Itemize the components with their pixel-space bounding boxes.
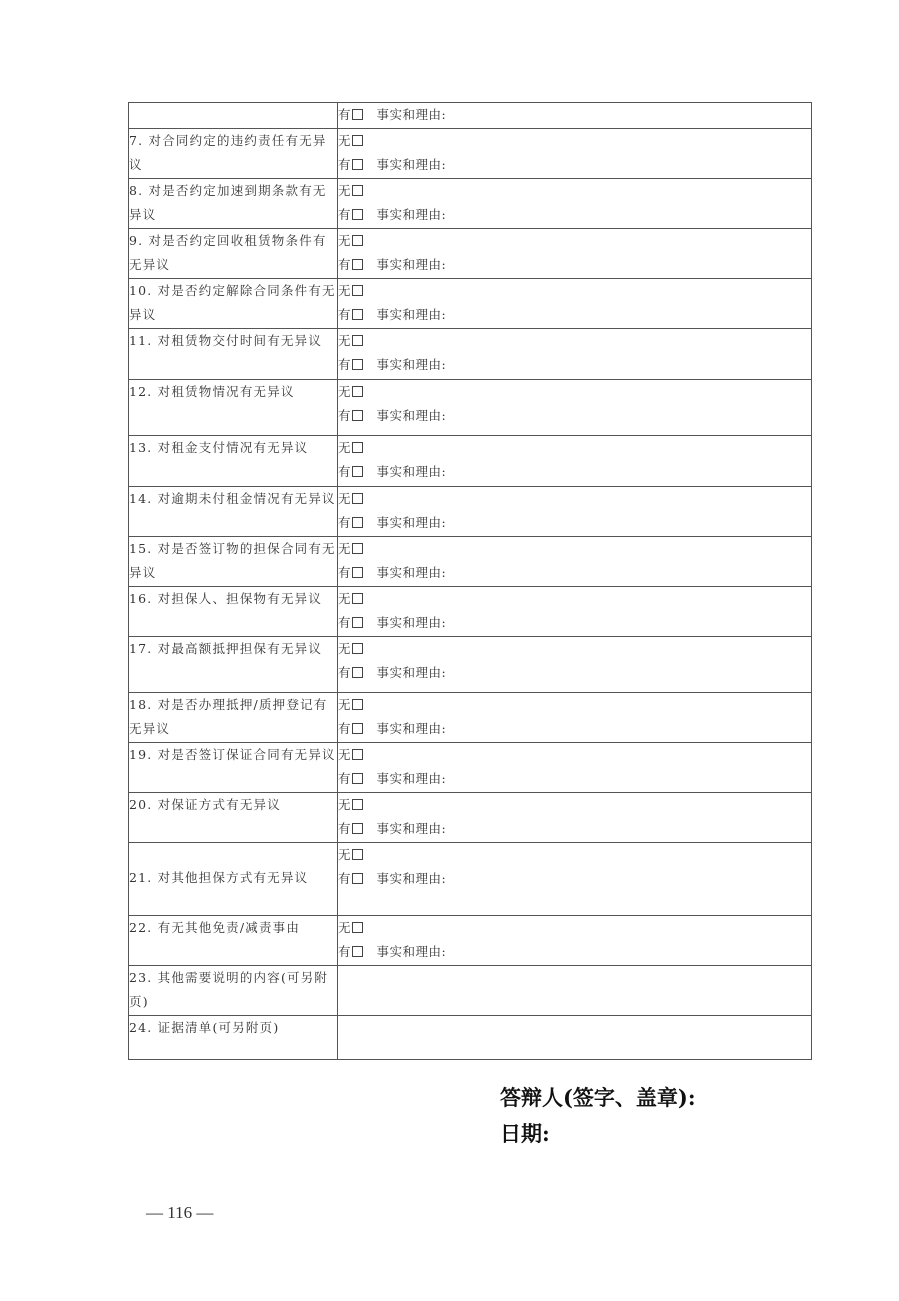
reason-label: 事实和理由:: [376, 721, 447, 736]
question-cell: 12. 对租赁物情况有无异议: [129, 379, 338, 435]
no-checkbox[interactable]: [352, 285, 363, 296]
no-checkbox[interactable]: [352, 386, 363, 397]
option-yes: 有 事实和理由:: [338, 357, 447, 372]
option-no: 无: [338, 229, 811, 254]
question-cell: 24. 证据清单(可另附页): [129, 1015, 338, 1059]
option-yes: 有 事实和理由:: [338, 871, 447, 886]
question-cell: 17. 对最高额抵押担保有无异议: [129, 636, 338, 692]
no-checkbox[interactable]: [352, 235, 363, 246]
table-row: [129, 178, 812, 228]
option-no: 无: [338, 487, 811, 512]
no-checkbox[interactable]: [352, 335, 363, 346]
yes-checkbox[interactable]: [352, 309, 363, 320]
table-row: [129, 128, 812, 178]
question-cell: 19. 对是否签订保证合同有无异议: [129, 742, 338, 792]
reason-label: 事实和理由:: [376, 357, 447, 372]
yes-checkbox[interactable]: [352, 259, 363, 270]
option-no: 无: [338, 637, 811, 662]
option-no: 无: [338, 843, 811, 868]
yes-checkbox[interactable]: [352, 667, 363, 678]
reason-label: 事实和理由:: [376, 307, 447, 322]
table-row: [129, 586, 812, 636]
option-yes: 有 事实和理由:: [338, 464, 447, 479]
table-row: [129, 915, 812, 965]
reason-label: 事实和理由:: [376, 944, 447, 959]
option-yes: 有 事实和理由:: [338, 408, 447, 423]
option-yes: 有 事实和理由:: [338, 157, 447, 172]
option-no: 无: [338, 380, 811, 405]
option-yes: 有 事实和理由:: [338, 565, 447, 580]
option-yes: 有 事实和理由:: [338, 721, 447, 736]
yes-checkbox[interactable]: [352, 359, 363, 370]
option-no: 无: [338, 329, 811, 354]
question-cell: 21. 对其他担保方式有无异议: [129, 842, 338, 915]
answer-cell: [338, 103, 812, 129]
no-checkbox[interactable]: [352, 135, 363, 146]
reason-label: 事实和理由:: [376, 771, 447, 786]
table-row: [129, 278, 812, 328]
option-no: 无: [338, 537, 811, 562]
answer-cell: [338, 586, 812, 636]
no-checkbox[interactable]: [352, 543, 363, 554]
answer-cell: [338, 842, 812, 915]
answer-cell: [338, 228, 812, 278]
answer-cell: [338, 178, 812, 228]
option-yes: 有 事实和理由:: [338, 821, 447, 836]
option-yes: 有 事实和理由:: [338, 615, 447, 630]
yes-checkbox[interactable]: [352, 723, 363, 734]
option-no: 无: [338, 436, 811, 461]
table-row: [129, 486, 812, 536]
no-checkbox[interactable]: [352, 442, 363, 453]
answer-cell: [338, 435, 812, 486]
reason-label: 事实和理由:: [376, 665, 447, 680]
no-checkbox[interactable]: [352, 493, 363, 504]
answer-cell: [338, 692, 812, 742]
question-cell: 16. 对担保人、担保物有无异议: [129, 586, 338, 636]
yes-checkbox[interactable]: [352, 209, 363, 220]
free-text-answer-cell[interactable]: [338, 965, 812, 1015]
answer-cell: [338, 636, 812, 692]
yes-checkbox[interactable]: [352, 159, 363, 170]
question-cell: 23. 其他需要说明的内容(可另附页): [129, 965, 338, 1015]
table-row: [129, 692, 812, 742]
answer-cell: [338, 379, 812, 435]
table-row: [129, 328, 812, 379]
yes-checkbox[interactable]: [352, 873, 363, 884]
table-row: [129, 103, 812, 129]
free-text-answer-cell[interactable]: [338, 1015, 812, 1059]
option-yes: 有 事实和理由:: [338, 944, 447, 959]
yes-checkbox[interactable]: [352, 466, 363, 477]
yes-checkbox[interactable]: [352, 617, 363, 628]
reason-label: 事实和理由:: [376, 565, 447, 580]
answer-form-table: [128, 102, 812, 1060]
answer-cell: [338, 792, 812, 842]
question-cell: 13. 对租金支付情况有无异议: [129, 435, 338, 486]
answer-cell: [338, 328, 812, 379]
reason-label: 事实和理由:: [376, 107, 447, 122]
no-checkbox[interactable]: [352, 922, 363, 933]
yes-checkbox[interactable]: [352, 567, 363, 578]
reason-label: 事实和理由:: [376, 821, 447, 836]
question-cell: [129, 103, 338, 129]
answer-cell: [338, 486, 812, 536]
question-cell: 14. 对逾期未付租金情况有无异议: [129, 486, 338, 536]
question-cell: 8. 对是否约定加速到期条款有无异议: [129, 178, 338, 228]
option-yes: 有 事实和理由:: [338, 771, 447, 786]
reason-label: 事实和理由:: [376, 157, 447, 172]
reason-label: 事实和理由:: [376, 408, 447, 423]
option-no: 无: [338, 916, 811, 941]
no-checkbox[interactable]: [352, 749, 363, 760]
option-no: 无: [338, 129, 811, 154]
no-checkbox[interactable]: [352, 185, 363, 196]
yes-checkbox[interactable]: [352, 946, 363, 957]
no-checkbox[interactable]: [352, 849, 363, 860]
answer-cell: [338, 128, 812, 178]
table-row: [129, 792, 812, 842]
table-row: [129, 842, 812, 915]
answer-cell: [338, 536, 812, 586]
reason-label: 事实和理由:: [376, 871, 447, 886]
yes-checkbox[interactable]: [352, 823, 363, 834]
question-cell: 20. 对保证方式有无异议: [129, 792, 338, 842]
respondent-signature-label: 答辩人(签字、盖章):: [500, 1085, 696, 1110]
page-number: — 116 —: [146, 1203, 214, 1222]
table-row: [129, 1015, 812, 1059]
question-cell: 9. 对是否约定回收租赁物条件有无异议: [129, 228, 338, 278]
table-row: [129, 379, 812, 435]
option-yes: 有 事实和理由:: [338, 515, 447, 530]
table-row: [129, 228, 812, 278]
answer-cell: [338, 278, 812, 328]
reason-label: 事实和理由:: [376, 515, 447, 530]
answer-cell: [338, 742, 812, 792]
option-yes: 有 事实和理由:: [338, 665, 447, 680]
option-no: 无: [338, 793, 811, 818]
yes-checkbox[interactable]: [352, 773, 363, 784]
question-cell: 15. 对是否签订物的担保合同有无异议: [129, 536, 338, 586]
reason-label: 事实和理由:: [376, 207, 447, 222]
table-row: [129, 435, 812, 486]
option-no: 无: [338, 279, 811, 304]
option-no: 无: [338, 693, 811, 718]
option-no: 无: [338, 743, 811, 768]
option-yes: 有 事实和理由:: [338, 207, 447, 222]
no-checkbox[interactable]: [352, 643, 363, 654]
option-no: 无: [338, 587, 811, 612]
answer-cell: [338, 915, 812, 965]
question-cell: 7. 对合同约定的违约责任有无异议: [129, 128, 338, 178]
table-row: [129, 536, 812, 586]
question-cell: 18. 对是否办理抵押/质押登记有无异议: [129, 692, 338, 742]
option-yes: 有 事实和理由:: [338, 307, 447, 322]
no-checkbox[interactable]: [352, 593, 363, 604]
date-label: 日期:: [500, 1121, 550, 1146]
reason-label: 事实和理由:: [376, 464, 447, 479]
reason-label: 事实和理由:: [376, 257, 447, 272]
no-checkbox[interactable]: [352, 799, 363, 810]
question-cell: 10. 对是否约定解除合同条件有无异议: [129, 278, 338, 328]
option-yes: 有 事实和理由:: [338, 257, 447, 272]
table-row: [129, 965, 812, 1015]
option-yes: 有 事实和理由:: [338, 107, 447, 122]
yes-checkbox[interactable]: [352, 517, 363, 528]
option-no: 无: [338, 179, 811, 204]
question-cell: 11. 对租赁物交付时间有无异议: [129, 328, 338, 379]
signature-block: [500, 1080, 696, 1152]
question-cell: 22. 有无其他免责/减责事由: [129, 915, 338, 965]
yes-checkbox[interactable]: [352, 109, 363, 120]
yes-checkbox[interactable]: [352, 410, 363, 421]
table-row: [129, 742, 812, 792]
table-row: [129, 636, 812, 692]
no-checkbox[interactable]: [352, 699, 363, 710]
reason-label: 事实和理由:: [376, 615, 447, 630]
